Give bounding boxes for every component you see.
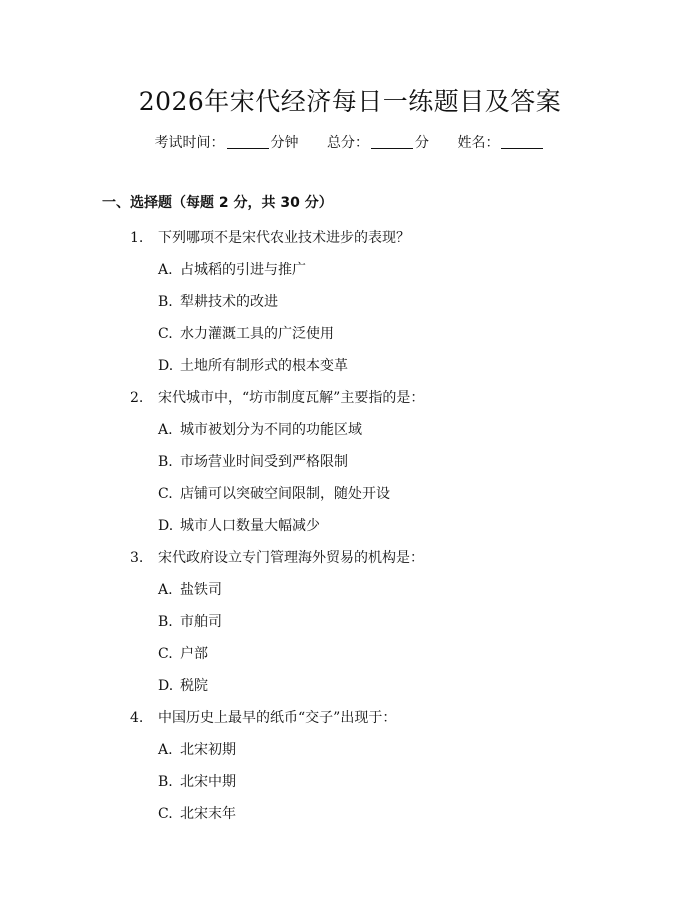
option-label: A. (158, 422, 173, 438)
question-1-option-d (0, 350, 700, 382)
question-text: 宋代城市中，“坊市制度瓦解”主要指的是： (158, 390, 425, 406)
question-3-option-c (0, 638, 700, 670)
option-label: B. (158, 454, 173, 470)
option-label: A. (158, 582, 173, 598)
name-label: 姓名： (457, 135, 500, 151)
option-label: B. (158, 614, 173, 630)
question-2-option-d (0, 510, 700, 542)
option-label: C. (158, 486, 173, 502)
option-text: 北宋中期 (180, 774, 236, 790)
option-text: 城市被划分为不同的功能区域 (180, 422, 362, 438)
question-1 (0, 222, 700, 254)
total-score-unit: 分 (415, 135, 429, 151)
question-3 (0, 542, 700, 574)
option-text: 市场营业时间受到严格限制 (180, 454, 348, 470)
question-number: 2. (130, 390, 144, 406)
question-4-option-c (0, 798, 700, 830)
option-label: C. (158, 646, 173, 662)
option-label: A. (158, 742, 173, 758)
page-title: 2026年宋代经济每日一练题目及答案 (138, 87, 562, 116)
option-text: 犁耕技术的改进 (180, 294, 278, 310)
question-2-option-b (0, 446, 700, 478)
question-number: 1. (130, 230, 144, 246)
question-4-option-b (0, 766, 700, 798)
option-label: D. (158, 678, 174, 694)
total-score-field (327, 132, 429, 152)
exam-time-field (155, 132, 299, 152)
option-label: D. (158, 358, 174, 374)
option-label: A. (158, 262, 173, 278)
option-label: B. (158, 294, 173, 310)
option-text: 北宋初期 (180, 742, 236, 758)
exam-time-blank (227, 134, 269, 149)
option-text: 占城稻的引进与推广 (180, 262, 306, 278)
exam-time-label: 考试时间： (154, 135, 225, 151)
option-text: 城市人口数量大幅减少 (180, 518, 320, 534)
option-text: 土地所有制形式的根本变革 (180, 358, 348, 374)
question-2 (0, 382, 700, 414)
question-list (0, 222, 700, 830)
question-text: 宋代政府设立专门管理海外贸易的机构是： (158, 550, 424, 566)
total-score-blank (371, 134, 413, 149)
option-label: C. (158, 806, 173, 822)
question-4 (0, 702, 700, 734)
total-score-label: 总分： (327, 135, 369, 151)
exam-time-unit: 分钟 (270, 135, 299, 151)
name-blank (501, 134, 543, 149)
question-text: 中国历史上最早的纸币“交子”出现于： (158, 710, 397, 726)
option-text: 店铺可以突破空间限制，随处开设 (180, 486, 390, 502)
option-text: 市舶司 (180, 614, 222, 630)
section-heading: 一、选择题（每题 2 分，共 30 分） (102, 195, 333, 211)
question-text: 下列哪项不是宋代农业技术进步的表现？ (158, 230, 410, 246)
question-number: 4. (130, 710, 144, 726)
question-number: 3. (130, 550, 144, 566)
option-label: C. (158, 326, 173, 342)
name-field (457, 132, 545, 152)
question-1-option-b (0, 286, 700, 318)
question-3-option-a (0, 574, 700, 606)
question-2-option-a (0, 414, 700, 446)
question-3-option-b (0, 606, 700, 638)
option-text: 盐铁司 (180, 582, 222, 598)
exam-meta (0, 132, 700, 152)
option-text: 北宋末年 (180, 806, 236, 822)
question-4-option-a (0, 734, 700, 766)
option-text: 户部 (180, 646, 208, 662)
question-1-option-c (0, 318, 700, 350)
question-2-option-c (0, 478, 700, 510)
question-1-option-a (0, 254, 700, 286)
question-3-option-d (0, 670, 700, 702)
option-text: 水力灌溉工具的广泛使用 (180, 326, 334, 342)
option-label: B. (158, 774, 173, 790)
option-text: 税院 (180, 678, 208, 694)
option-label: D. (158, 518, 174, 534)
